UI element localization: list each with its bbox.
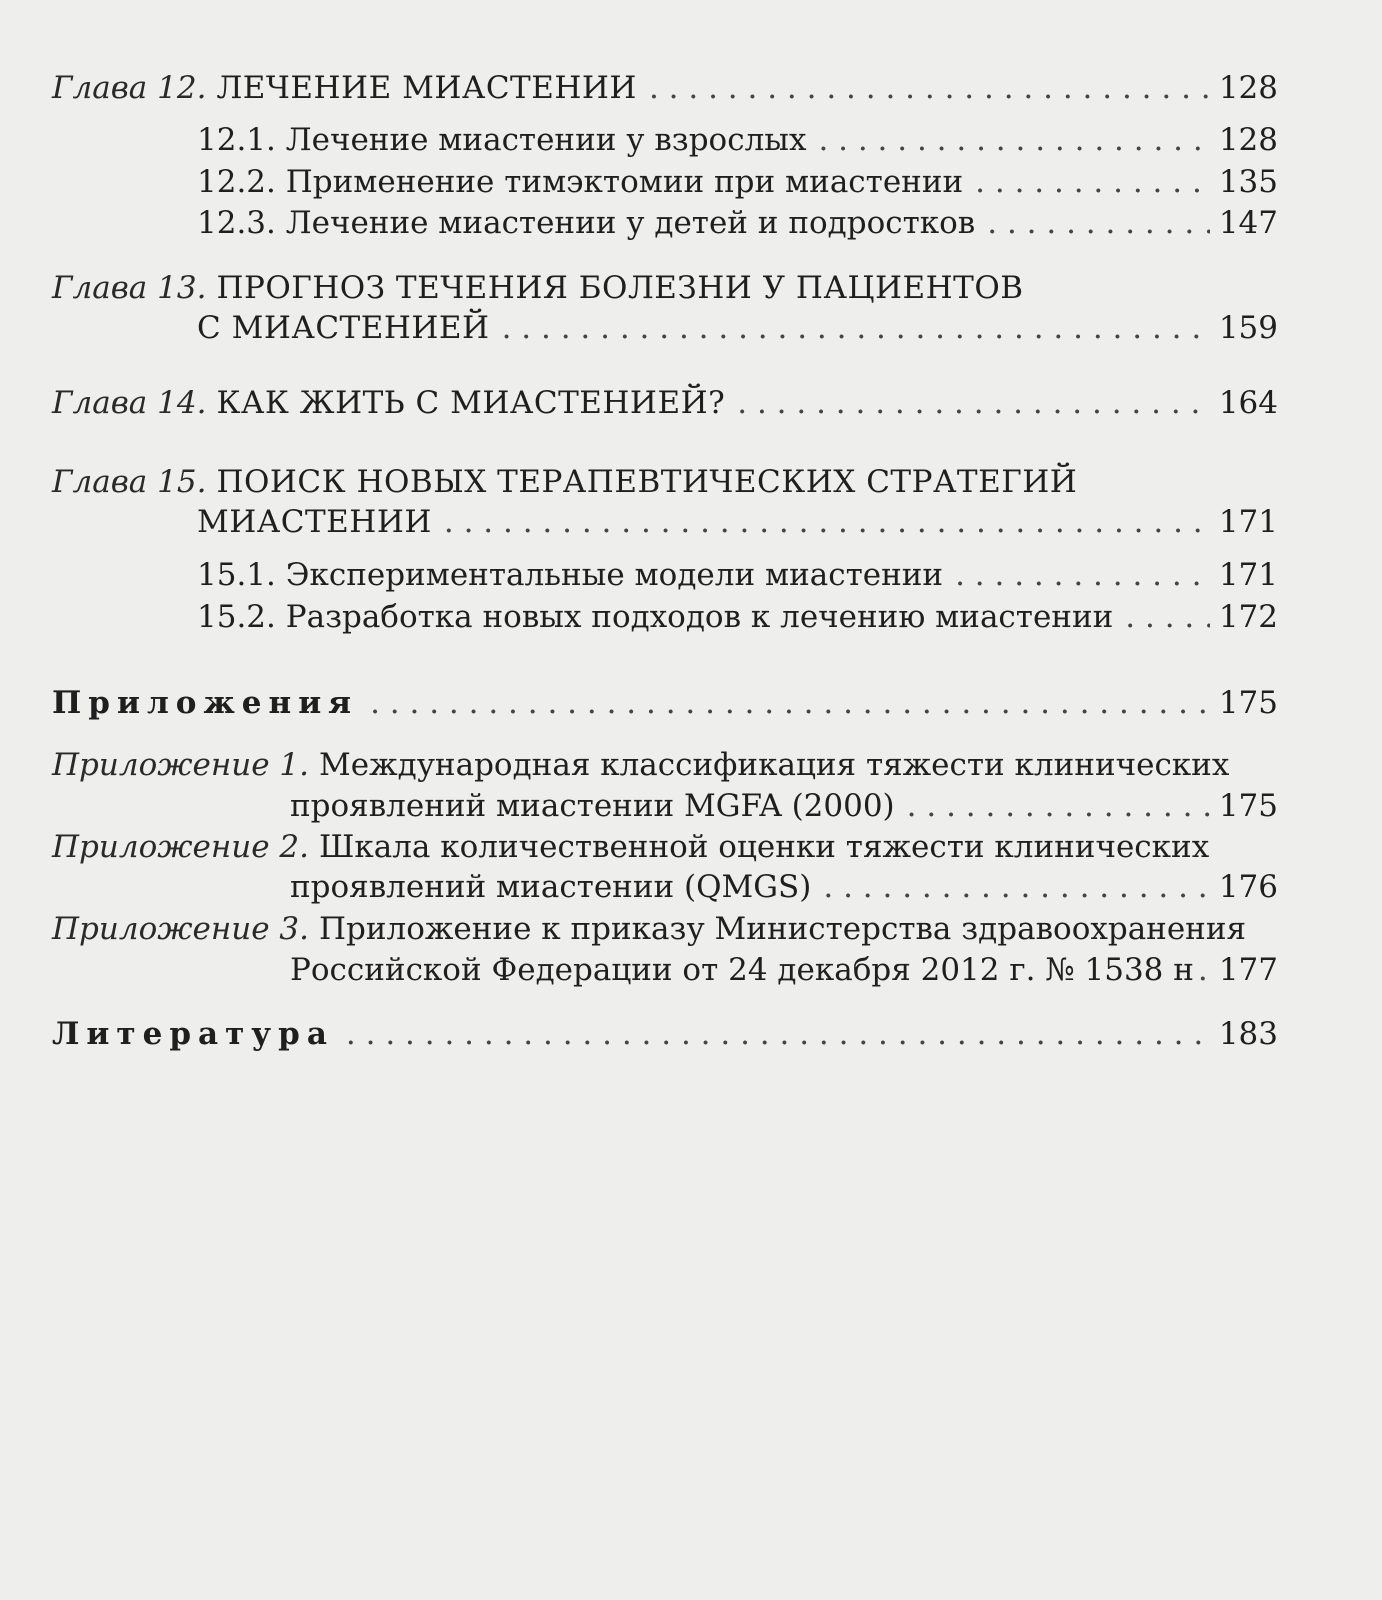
toc-entry-12-3[interactable]: [197, 203, 1278, 243]
toc-entry-appendix-1-cont[interactable]: [290, 786, 1278, 826]
dot-leader: [1125, 597, 1210, 637]
appendix-title: Приложение к приказу Министерства здравоохранения: [319, 911, 1247, 947]
chapter-title: КАК ЖИТЬ С МИАСТЕНИЕЙ?: [216, 385, 726, 421]
appendix-title-continuation: проявлений миастении MGFA (2000): [290, 788, 895, 824]
chapter-title: ПОИСК НОВЫХ ТЕРАПЕВТИЧЕСКИХ СТРАТЕГИЙ: [216, 464, 1078, 500]
toc-entry-appendix-1[interactable]: [52, 745, 1278, 785]
page-number: 128: [1218, 122, 1278, 158]
toc-entry-appendix-3[interactable]: [52, 909, 1278, 949]
dot-leader: [346, 1014, 1210, 1054]
page-number: 176: [1218, 869, 1278, 905]
page-number: 159: [1218, 310, 1278, 346]
appendix-label: Приложение 2.: [52, 829, 309, 865]
dot-leader: [370, 683, 1210, 723]
appendix-label: Приложение 3.: [52, 911, 309, 947]
toc-entry-chapter-13-cont[interactable]: [197, 308, 1278, 348]
section-heading: Литература: [52, 1016, 334, 1052]
page-number: 177: [1218, 952, 1278, 988]
chapter-title: ЛЕЧЕНИЕ МИАСТЕНИИ: [216, 70, 637, 106]
appendix-title-continuation: проявлений миастении (QMGS): [290, 869, 812, 905]
section-heading: Приложения: [52, 685, 359, 721]
dot-leader: [649, 68, 1210, 108]
toc-entry-15-2[interactable]: [197, 597, 1278, 637]
dot-leader: [907, 786, 1210, 826]
toc-entry-appendices[interactable]: [52, 683, 1278, 723]
toc-entry-chapter-15-cont[interactable]: [197, 502, 1278, 542]
toc-entry-15-1[interactable]: [197, 555, 1278, 595]
dot-leader: [444, 502, 1210, 542]
appendix-title: Международная классификация тяжести клинических: [319, 747, 1230, 783]
toc-entry-chapter-15[interactable]: [52, 462, 1278, 502]
page-number: 135: [1218, 164, 1278, 200]
toc-entry-chapter-14[interactable]: [52, 383, 1278, 423]
chapter-label: Глава 13.: [52, 270, 207, 306]
chapter-title: ПРОГНОЗ ТЕЧЕНИЯ БОЛЕЗНИ У ПАЦИЕНТОВ: [216, 270, 1024, 306]
chapter-label: Глава 14.: [52, 385, 207, 421]
page-number: 183: [1218, 1016, 1278, 1052]
dot-leader: [975, 162, 1210, 202]
toc-entry-chapter-13[interactable]: [52, 268, 1278, 308]
page-number: 128: [1218, 70, 1278, 106]
chapter-label: Глава 15.: [52, 464, 207, 500]
chapter-title-continuation: С МИАСТЕНИЕЙ: [197, 310, 490, 346]
appendix-title: Шкала количественной оценки тяжести клинических: [319, 829, 1210, 865]
appendix-title-continuation: Российской Федерации от 24 декабря 2012 г. № 1538 н: [290, 952, 1194, 988]
dot-leader: [955, 555, 1210, 595]
dot-leader: [987, 203, 1210, 243]
dot-leader: [823, 867, 1210, 907]
toc-entry-appendix-3-cont[interactable]: [290, 950, 1278, 990]
dot-leader: [818, 120, 1210, 160]
toc-entry-12-2[interactable]: [197, 162, 1278, 202]
section-title: 15.2. Разработка новых подходов к лечению миастении: [197, 599, 1114, 635]
toc-entry-appendix-2[interactable]: [52, 827, 1278, 867]
dot-leader: [502, 308, 1210, 348]
page-number: 171: [1218, 504, 1278, 540]
page-number: 147: [1218, 205, 1278, 241]
appendix-label: Приложение 1.: [52, 747, 309, 783]
dot-leader: [1198, 950, 1210, 990]
toc-entry-appendix-2-cont[interactable]: [290, 867, 1278, 907]
section-title: 12.2. Применение тимэктомии при миастении: [197, 164, 964, 200]
chapter-title-continuation: МИАСТЕНИИ: [197, 504, 432, 540]
page-number: 164: [1218, 385, 1278, 421]
section-title: 12.3. Лечение миастении у детей и подростков: [197, 205, 976, 241]
page-number: 172: [1218, 599, 1278, 635]
page-number: 175: [1218, 788, 1278, 824]
page-number: 175: [1218, 685, 1278, 721]
toc-entry-references[interactable]: [52, 1014, 1278, 1054]
toc-entry-12-1[interactable]: [197, 120, 1278, 160]
dot-leader: [737, 383, 1210, 423]
section-title: 15.1. Экспериментальные модели миастении: [197, 557, 944, 593]
section-title: 12.1. Лечение миастении у взрослых: [197, 122, 807, 158]
chapter-label: Глава 12.: [52, 70, 207, 106]
page-number: 171: [1218, 557, 1278, 593]
toc-entry-chapter-12[interactable]: [52, 68, 1278, 108]
